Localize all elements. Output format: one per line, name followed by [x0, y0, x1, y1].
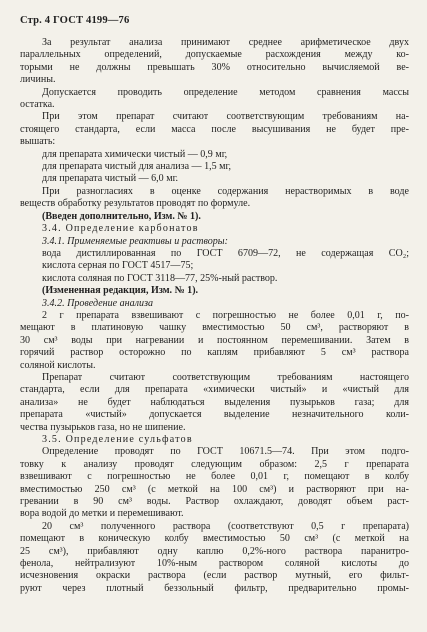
text-line: стоящего стандарта, если масса после высушивания не будет пре-	[20, 123, 409, 135]
text-line: Препарат считают соответствующим требованиям настоящего	[42, 371, 409, 383]
text-line: для препарата химически чистый — 0,9 мг,	[42, 148, 228, 160]
text-line: руют через плотный беззольный фильтр, предварительно промы-	[20, 582, 409, 594]
text-line: веществ обработку результатов проводят по формуле.	[20, 198, 251, 210]
text-line: кислота соляная по ГОСТ 3118—77, 25%-ный раствор.	[42, 272, 278, 284]
text-line: гревании в 90 см³ воды. Раствор охлаждают, доводят объем раст-	[20, 496, 409, 508]
text-line: При этом препарат считают соответствующим требованиям на-	[42, 111, 409, 123]
text-line: мещают в платиновую чашку вместимостью 50 см³, растворяют в	[20, 322, 409, 334]
text-line: препарата «чистый» допускается выделение незначительного коли-	[20, 409, 409, 421]
text-line: взвешивают с погрешностью не более 0,01 г, помещают в колбу	[20, 471, 409, 483]
running-header	[20, 15, 409, 26]
text-line: анализа» не будет наблюдаться выделения пузырьков газа; для	[20, 396, 409, 408]
text-line: для препарата чистый — 6,0 мг.	[42, 173, 179, 185]
text-line: Определение проводят по ГОСТ 10671.5—74. При этом подго-	[42, 446, 409, 458]
text-line: соляной кислоты.	[20, 359, 96, 371]
text-line: (Введен дополнительно, Изм. № 1).	[42, 210, 201, 222]
text-line: (Измененная редакция, Изм. № 1).	[42, 285, 199, 297]
text-line: 30 см³ воды при нагревании и постоянном перемешивании. Затем в	[20, 334, 409, 346]
text-line: помещают в коническую колбу вместимостью 50 см³ (с меткой на	[20, 533, 409, 545]
text-line: Допускается проводить определение методом сравнения массы	[42, 86, 409, 98]
text-line: фенола, нейтрализуют 10%-ным раствором соляной кислоты до	[20, 558, 409, 570]
text-line: 3.4.1. Применяемые реактивы и растворы:	[42, 235, 228, 247]
text-line: вышать:	[20, 136, 56, 148]
text-line: При разногласиях в оценке содержания нерастворимых в воде	[42, 185, 409, 197]
text-line: стандарта, если для препарата «химически чистый» и «чистый для	[20, 384, 409, 396]
text-line: исчезновения окраски раствора (если раствор мутный, его фильт-	[20, 570, 409, 582]
text-line: 25 см³), прибавляют одну каплю 0,2%-ного раствора паранитро-	[20, 545, 409, 557]
text-line: остатка.	[20, 99, 55, 111]
text-line: чества пузырьков газа, но не шипение.	[20, 421, 186, 433]
page-number: Стр. 4	[20, 15, 51, 26]
text-line: 20 см³ полученного раствора (соответствуют 0,5 г препарата)	[42, 520, 409, 532]
text-line: вместимостью 250 см³ (с меткой на 100 см³) и растворяют при на-	[20, 483, 409, 495]
text-line: вода дистиллированная по ГОСТ 6709—72, не содержащая CO₂;	[42, 247, 409, 259]
text-line: торыми не должны превышать 30% относительно вычисляемой ве-	[20, 61, 409, 73]
text-line: 2 г препарата взвешивают с погрешностью не более 0,01 г, по-	[42, 309, 409, 321]
text-line: горячий раствор осторожно по каплям прибавляют 5 см³ раствора	[20, 347, 409, 359]
text-line: 3.4. Определение карбонатов	[42, 223, 199, 235]
text-line: кислота серная по ГОСТ 4517—75;	[42, 260, 194, 272]
text-line: За результат анализа принимают среднее арифметическое двух	[42, 37, 409, 48]
body-text	[20, 37, 409, 595]
text-line: для препарата чистый для анализа — 1,5 мг,	[42, 161, 232, 173]
text-line: параллельных определений, допускаемые расхождения между ко-	[20, 49, 409, 61]
standard-code: ГОСТ 4199—76	[53, 15, 130, 26]
text-line: товку к анализу проводят следующим образом: 2,5 г препарата	[20, 458, 409, 470]
text-line: вора водой до метки и перемешивают.	[20, 508, 184, 520]
text-line: 3.5. Определение сульфатов	[42, 434, 193, 445]
text-line: 3.4.2. Проведение анализа	[42, 297, 154, 309]
text-line: личины.	[20, 74, 56, 86]
